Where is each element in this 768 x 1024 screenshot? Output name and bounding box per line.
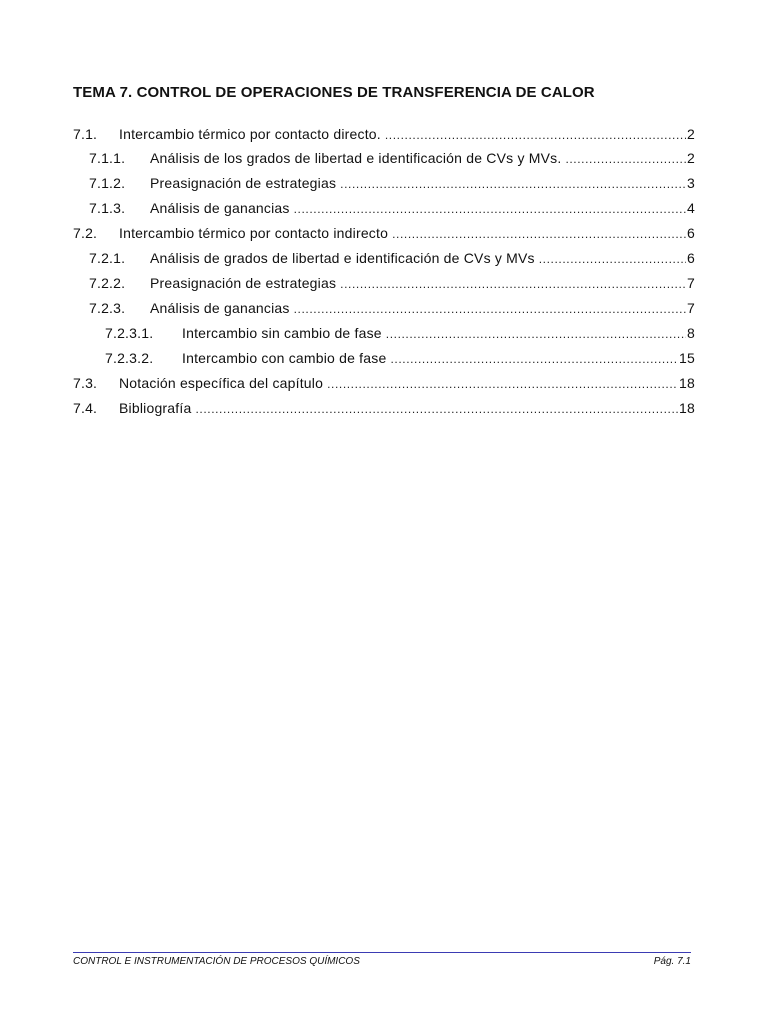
toc-entry[interactable]	[73, 223, 695, 243]
toc-entry-title: Intercambio térmico por contacto directo.	[119, 126, 381, 142]
dot-leader	[327, 374, 678, 394]
toc-entry-number: 7.4.	[73, 400, 98, 416]
toc-entry-number: 7.2.3.1.	[105, 325, 154, 341]
toc-entry-title: Notación específica del capítulo	[119, 375, 324, 391]
toc-entry-title: Análisis de los grados de libertad e identificación de CVs y MVs.	[150, 150, 562, 166]
dot-leader	[390, 349, 678, 369]
toc-entry-page: 2	[687, 126, 695, 142]
toc-entry-page: 6	[687, 250, 695, 266]
dot-leader	[386, 324, 686, 344]
toc-entry[interactable]	[89, 148, 695, 168]
toc-entry-page: 18	[679, 375, 695, 391]
dot-leader	[340, 274, 686, 294]
toc-entry[interactable]	[89, 273, 695, 293]
toc-entry[interactable]	[89, 173, 695, 193]
toc-entry[interactable]	[73, 398, 695, 418]
toc-entry-title: Bibliografía	[119, 400, 192, 416]
toc-entry-page: 18	[679, 400, 695, 416]
toc-entry-page: 6	[687, 225, 695, 241]
toc-entry-number: 7.1.1.	[89, 150, 126, 166]
toc-entry-number: 7.1.2.	[89, 175, 126, 191]
toc-entry[interactable]	[73, 124, 695, 144]
dot-leader	[340, 174, 686, 194]
dot-leader	[385, 125, 686, 145]
toc-entry-page: 7	[687, 275, 695, 291]
toc-entry-title: Preasignación de estrategias	[150, 175, 337, 191]
toc-entry-title: Preasignación de estrategias	[150, 275, 337, 291]
footer-course-title: CONTROL E INSTRUMENTACIÓN DE PROCESOS QUÍMICOS	[73, 956, 360, 967]
toc-entry-number: 7.2.1.	[89, 250, 126, 266]
dot-leader	[294, 299, 686, 319]
toc-entry-page: 8	[687, 325, 695, 341]
toc-entry-page: 3	[687, 175, 695, 191]
toc-entry-title: Intercambio sin cambio de fase	[182, 325, 382, 341]
toc-entry-title: Intercambio térmico por contacto indirecto	[119, 225, 389, 241]
dot-leader	[294, 199, 686, 219]
toc-entry-page: 7	[687, 300, 695, 316]
toc-entry[interactable]	[89, 198, 695, 218]
toc-entry[interactable]	[105, 323, 695, 343]
toc-entry-number: 7.3.	[73, 375, 98, 391]
toc-entry[interactable]	[73, 373, 695, 393]
toc-entry-number: 7.2.3.2.	[105, 350, 154, 366]
toc-entry[interactable]	[89, 248, 695, 268]
toc-entry-title: Análisis de ganancias	[150, 300, 290, 316]
toc-entry[interactable]	[89, 298, 695, 318]
page-title: TEMA 7. CONTROL DE OPERACIONES DE TRANSFERENCIA DE CALOR	[73, 84, 595, 101]
dot-leader	[539, 249, 686, 269]
toc-entry-number: 7.1.	[73, 126, 98, 142]
footer-divider	[73, 952, 691, 953]
toc-entry-page: 4	[687, 200, 695, 216]
toc-entry-title: Análisis de grados de libertad e identificación de CVs y MVs	[150, 250, 535, 266]
toc-entry-title: Análisis de ganancias	[150, 200, 290, 216]
toc-entry-number: 7.2.2.	[89, 275, 126, 291]
toc-entry-page: 15	[679, 350, 695, 366]
toc-entry-page: 2	[687, 150, 695, 166]
toc-entry[interactable]	[105, 348, 695, 368]
toc-entry-title: Intercambio con cambio de fase	[182, 350, 387, 366]
footer-page-number: Pág. 7.1	[653, 956, 691, 967]
toc-entry-number: 7.2.	[73, 225, 98, 241]
toc-entry-number: 7.2.3.	[89, 300, 126, 316]
dot-leader	[565, 149, 686, 169]
dot-leader	[392, 224, 686, 244]
dot-leader	[195, 399, 678, 419]
toc-entry-number: 7.1.3.	[89, 200, 126, 216]
